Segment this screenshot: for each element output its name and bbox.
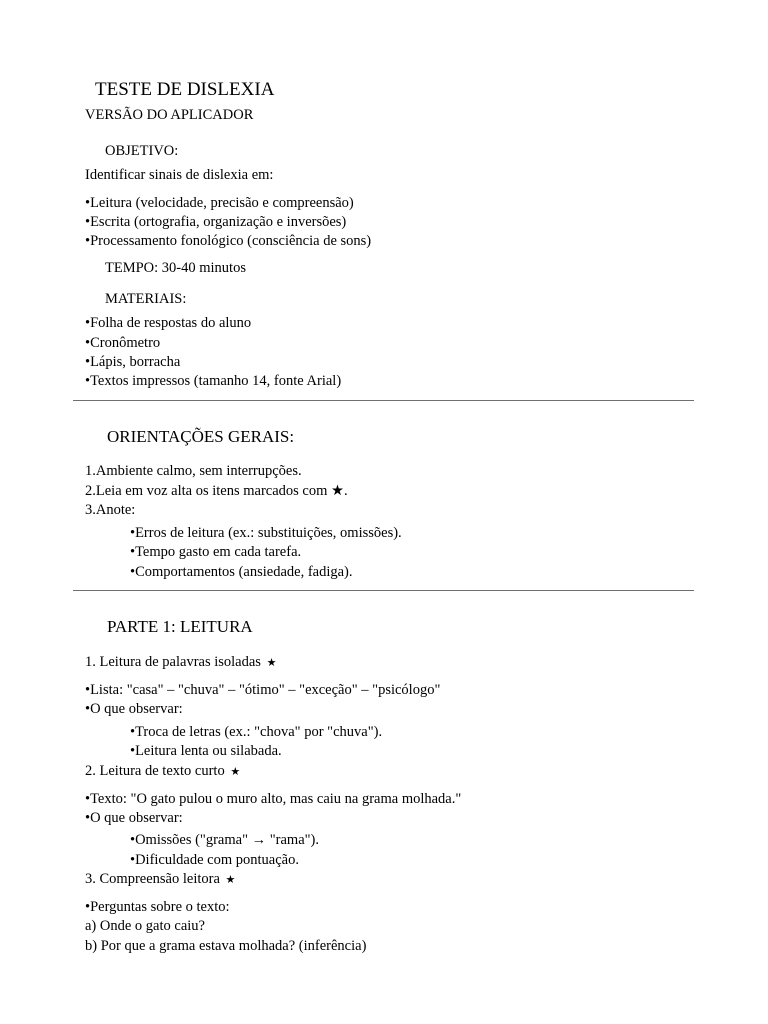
materials-item: •Folha de respostas do aluno [85, 315, 252, 331]
section-title-text: 3. Compreensão leitora [85, 871, 220, 887]
section-subitem: •Dificuldade com pontuação. [130, 852, 299, 868]
guideline-item: 3.Anote: [85, 502, 136, 518]
section-line: •O que observar: [85, 810, 183, 826]
section-title-text: 1. Leitura de palavras isoladas [85, 654, 261, 670]
materials-item: •Textos impressos (tamanho 14, fonte Arial) [85, 373, 342, 389]
objective-item: •Escrita (ortografia, organização e inversões) [85, 214, 347, 230]
section-subitem: •Leitura lenta ou silabada. [130, 743, 282, 759]
part1-section-1-title [85, 653, 276, 672]
star-icon: ★ [230, 766, 241, 778]
section-title-text: 2. Leitura de texto curto [85, 763, 225, 779]
part1-heading: PARTE 1: LEITURA [107, 617, 253, 636]
guideline-item: 1.Ambiente calmo, sem interrupções. [85, 463, 302, 479]
materials-heading: MATERIAIS: [105, 291, 187, 307]
document-subtitle: VERSÃO DO APLICADOR [85, 107, 254, 123]
star-icon: ★ [225, 874, 236, 886]
objective-heading: OBJETIVO: [105, 143, 179, 159]
section-line: •Lista: "casa" – "chuva" – "ótimo" – "exceção" – "psicólogo" [85, 682, 441, 698]
guidelines-heading: ORIENTAÇÕES GERAIS: [107, 427, 295, 446]
section-line: a) Onde o gato caiu? [85, 918, 205, 934]
guideline-subitem: •Comportamentos (ansiedade, fadiga). [130, 564, 353, 580]
objective-intro: Identificar sinais de dislexia em: [85, 167, 274, 183]
objective-item: •Leitura (velocidade, precisão e compreensão) [85, 195, 354, 211]
section-line: b) Por que a grama estava molhada? (inferência) [85, 938, 367, 954]
part1-section-3-title [85, 870, 235, 889]
guideline-subitem: •Tempo gasto em cada tarefa. [130, 544, 302, 560]
section-subitem: •Omissões ("grama" → "rama"). [130, 832, 320, 848]
objective-item: •Processamento fonológico (consciência de sons) [85, 233, 372, 249]
section-divider [73, 590, 694, 591]
document-title: TESTE DE DISLEXIA [95, 79, 275, 100]
materials-item: •Lápis, borracha [85, 354, 181, 370]
guideline-subitem: •Erros de leitura (ex.: substituições, omissões). [130, 525, 402, 541]
section-subitem: •Troca de letras (ex.: "chova" por "chuva"). [130, 724, 383, 740]
time-label: TEMPO: 30-40 minutos [105, 260, 246, 276]
materials-item: •Cronômetro [85, 335, 161, 351]
guideline-item: 2.Leia em voz alta os itens marcados com ★. [85, 483, 348, 499]
section-line: •Texto: "O gato pulou o muro alto, mas caiu na grama molhada." [85, 791, 462, 807]
star-icon: ★ [266, 657, 277, 669]
section-line: •O que observar: [85, 701, 183, 717]
part1-section-2-title [85, 762, 240, 781]
section-divider [73, 400, 694, 401]
section-line: •Perguntas sobre o texto: [85, 899, 230, 915]
